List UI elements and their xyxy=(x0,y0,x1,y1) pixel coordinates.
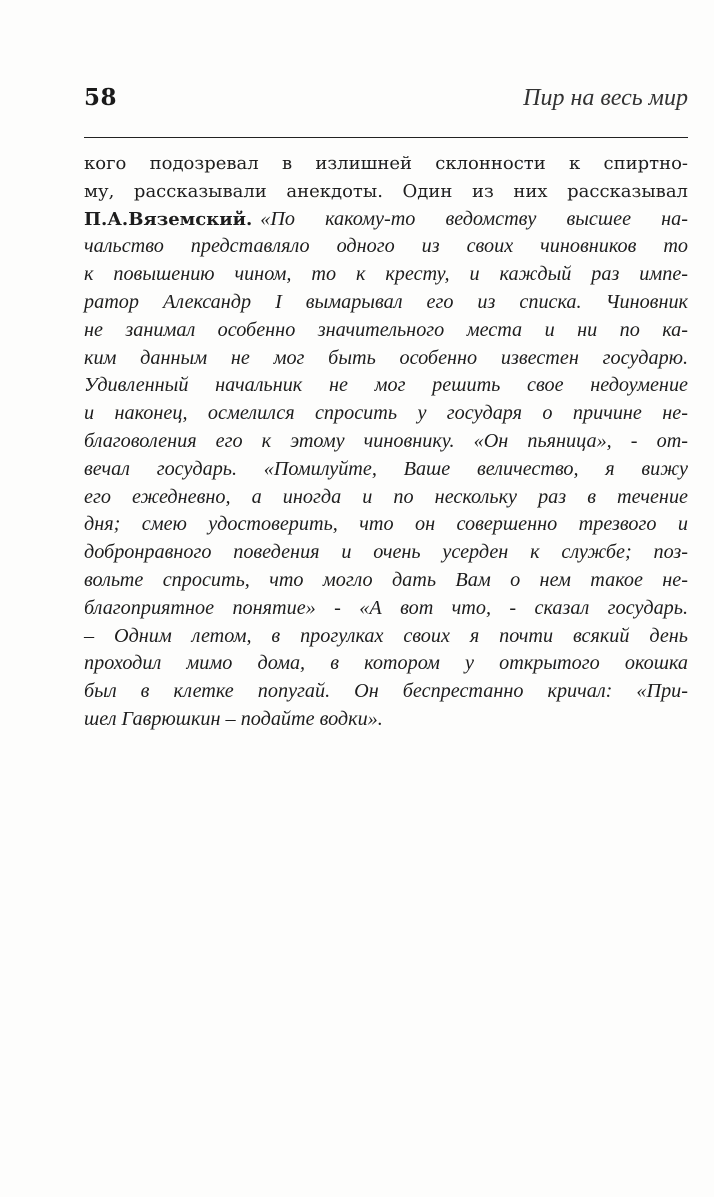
header-rule xyxy=(84,137,688,138)
page-number: 58 xyxy=(84,84,118,111)
text-line: чальство представляло одного из своих чиновников то xyxy=(84,235,688,258)
text-line: вольте спросить, что могло дать Вам о нем такое не- xyxy=(84,568,688,591)
text-line: вечал государь. «Помилуйте, Ваше величество, я вижу xyxy=(84,457,688,480)
text-line: благоволения его к этому чиновнику. «Он пьяница», - от- xyxy=(84,429,688,452)
text-line: ким данным не мог быть особенно известен государю. xyxy=(84,346,688,369)
text-line: ратор Александр I вымарывал его из списка. Чиновник xyxy=(84,290,688,313)
body-text xyxy=(84,150,688,734)
text-line: Удивленный начальник не мог решить свое недоумение xyxy=(84,374,688,397)
text-line: дня; смею удостоверить, что он совершенно трезвого и xyxy=(84,513,688,536)
text-line: и наконец, осмелился спросить у государя о причине не- xyxy=(84,402,688,425)
text-line: кого подозревал в излишней склонности к спиртно- xyxy=(84,153,688,174)
text-line: – Одним летом, в прогулках своих я почти всякий день xyxy=(84,624,688,647)
text-line: му, рассказывали анекдоты. Один из них рассказывал xyxy=(84,180,688,202)
page-header xyxy=(84,84,688,118)
text-line: был в клетке попугай. Он беспрестанно кричал: «При- xyxy=(84,680,688,703)
text-line: его ежедневно, а иногда и по нескольку раз в течение xyxy=(84,485,688,508)
text-line: не занимал особенно значительного места и ни по ка- xyxy=(84,318,688,341)
text-line: благоприятное понятие» - «А вот что, - сказал государь. xyxy=(84,596,688,619)
quote-start: «По какому-то ведомству высшее на- xyxy=(260,207,688,230)
author-name: П.А.Вяземский. xyxy=(84,208,253,230)
text-line: добронравного поведения и очень усерден к службе; поз- xyxy=(84,541,688,564)
text-line: проходил мимо дома, в котором у открытого окошка xyxy=(84,652,688,675)
text-line: к повышению чином, то к кресту, и каждый раз импе- xyxy=(84,263,688,286)
running-title: Пир на весь мир xyxy=(523,85,688,111)
text-line-last: шел Гаврюшкин – подайте водки». xyxy=(84,707,383,730)
text-line xyxy=(84,206,688,234)
